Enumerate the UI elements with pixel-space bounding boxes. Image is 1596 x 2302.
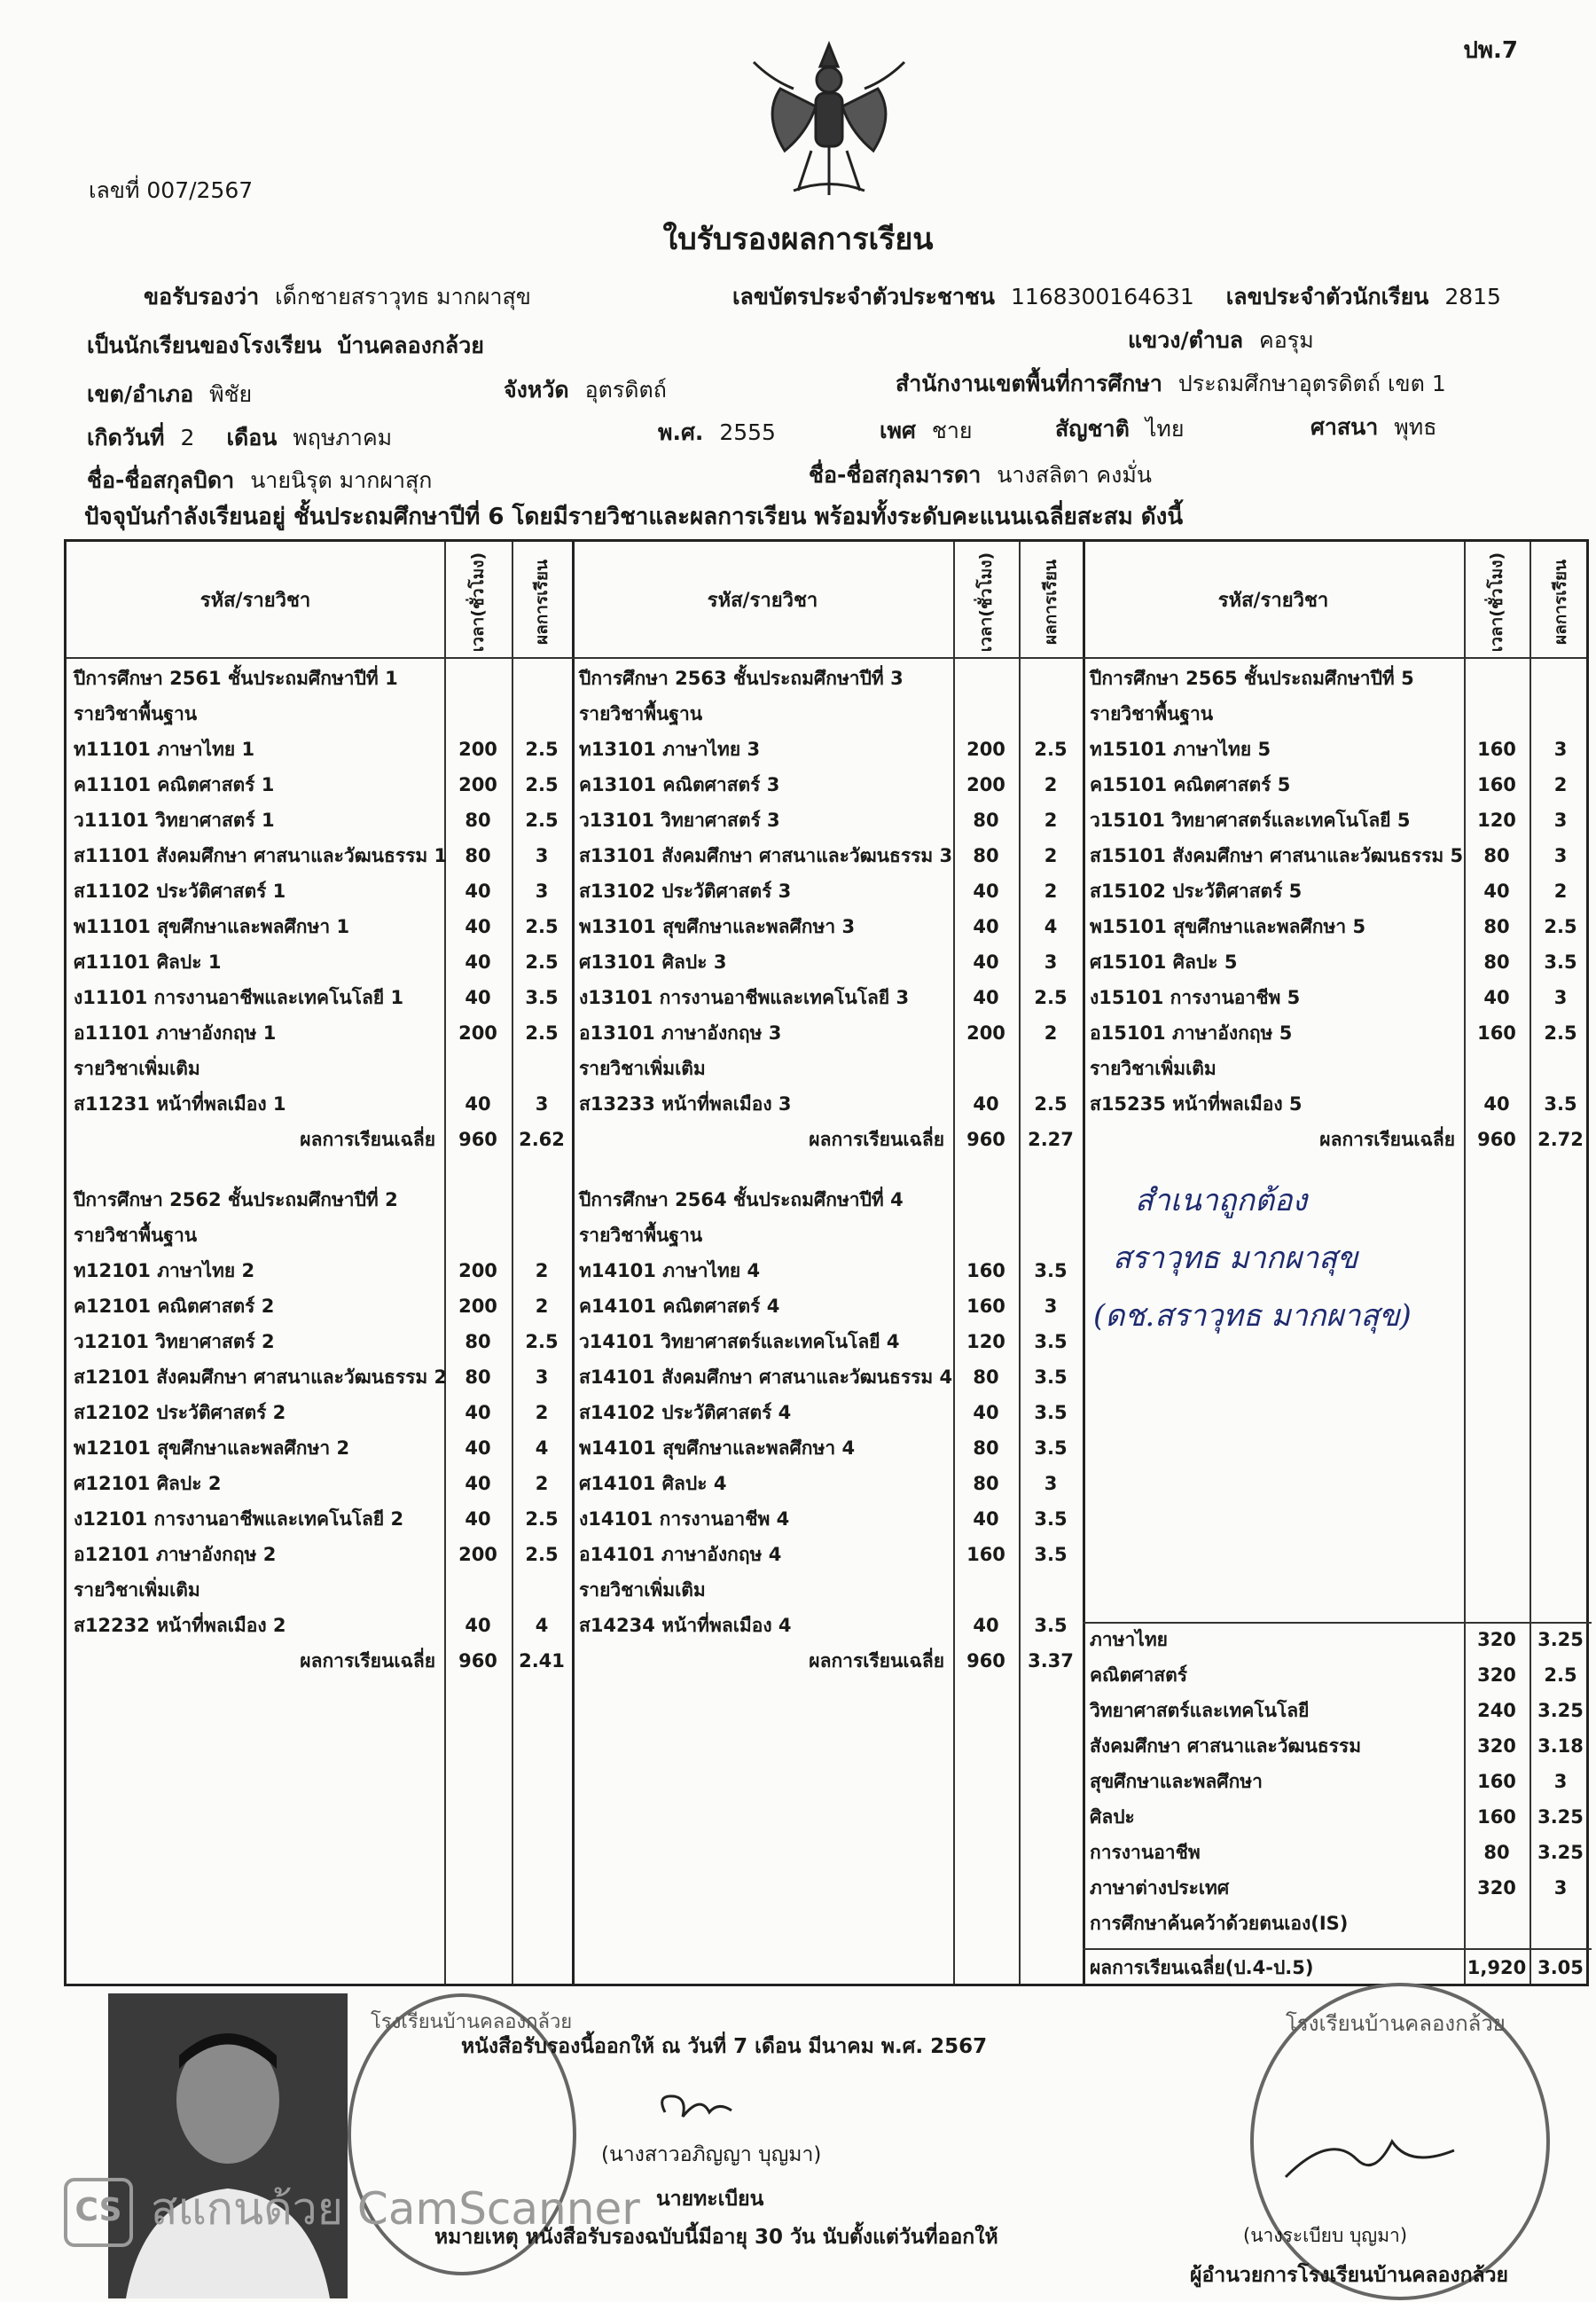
subject-name: พ15101 สุขศึกษาและพลศึกษา 5 — [1090, 916, 1366, 937]
summary-hours: 240 — [1477, 1700, 1516, 1721]
subject-hours: 160 — [966, 1544, 1005, 1565]
subject-hours: 200 — [458, 1296, 497, 1317]
year-title: ปีการศึกษา 2561 ชั้นประถมศึกษาปีที่ 1 — [74, 668, 398, 689]
director-name: (นางระเบียบ บุญมา) — [1243, 2225, 1408, 2246]
subject-hours: 80 — [1483, 951, 1510, 973]
subject-name: ค15101 คณิตศาสตร์ 5 — [1090, 774, 1291, 795]
subject-hours: 40 — [465, 1615, 491, 1636]
validity-note: หมายเหตุ หนังสือรับรองฉบับนี้มีอายุ 30 วัน นับตั้งแต่วันที่ออกให้ — [434, 2226, 998, 2249]
subject-grade: 2 — [1044, 1022, 1058, 1044]
summary-subject: ภาษาไทย — [1090, 1629, 1168, 1650]
office-value: ประถมศึกษาอุตรดิตถ์ เขต 1 — [1177, 371, 1446, 396]
subject-hours: 40 — [465, 987, 491, 1008]
subject-grade: 2.5 — [1034, 987, 1068, 1008]
summary-grade: 3.25 — [1537, 1806, 1584, 1828]
subject-grade: 3 — [1553, 810, 1568, 831]
info-school — [87, 328, 484, 364]
subject-grade: 2 — [1044, 845, 1058, 866]
birth-day-label: เกิดวันที่ — [87, 425, 165, 450]
subject-grade: 3 — [1044, 951, 1058, 973]
subject-grade: 3.5 — [1034, 1508, 1068, 1530]
subject-grade: 4 — [535, 1437, 549, 1459]
birth-day: 2 — [180, 425, 195, 450]
summary-hours: 320 — [1477, 1664, 1516, 1686]
average-hours: 960 — [458, 1129, 497, 1150]
subject-grade: 4 — [535, 1615, 549, 1636]
section-label-extra: รายวิชาเพิ่มเติม — [579, 1058, 706, 1079]
subject-hours: 40 — [465, 916, 491, 937]
info-father — [87, 463, 432, 498]
year-title: ปีการศึกษา 2562 ชั้นประถมศึกษาปีที่ 2 — [74, 1189, 398, 1210]
summary-subject: คณิตศาสตร์ — [1090, 1664, 1188, 1686]
id-label: เลขบัตรประจำตัวประชาชน — [732, 284, 995, 309]
subject-grade: 2.5 — [1034, 1093, 1068, 1115]
subject-hours: 80 — [973, 1366, 999, 1388]
info-birthday — [87, 420, 392, 456]
subject-grade: 3 — [535, 1093, 549, 1115]
subject-grade: 2.5 — [525, 739, 559, 760]
subject-hours: 40 — [465, 1093, 491, 1115]
average-label: ผลการเรียนเฉลี่ย — [300, 1650, 435, 1672]
subject-hours: 80 — [973, 810, 999, 831]
section-label-basic: รายวิชาพื้นฐาน — [74, 1225, 198, 1246]
subject-name: ส12232 หน้าที่พลเมือง 2 — [74, 1615, 286, 1636]
father-label: ชื่อ-ชื่อสกุลบิดา — [87, 467, 235, 493]
header-hours: เวลา(ชั่วโมง) — [1487, 552, 1507, 653]
document-number: เลขที่ 007/2567 — [89, 177, 254, 203]
subject-name: ง13101 การงานอาชีพและเทคโนโลยี 3 — [579, 987, 910, 1008]
subject-name: อ11101 ภาษาอังกฤษ 1 — [74, 1022, 277, 1044]
religion-label: ศาสนา — [1310, 414, 1379, 440]
student-name: เด็กชายสราวุทธ มากผาสุข — [275, 284, 531, 309]
subject-name: ค12101 คณิตศาสตร์ 2 — [74, 1296, 275, 1317]
summary-grade: 3.18 — [1537, 1735, 1584, 1757]
subject-hours: 40 — [465, 1508, 491, 1530]
subject-name: ท14101 ภาษาไทย 4 — [579, 1260, 761, 1281]
subject-hours: 120 — [1477, 810, 1516, 831]
subject-hours: 40 — [973, 1508, 999, 1530]
subject-grade: 2 — [1553, 881, 1568, 902]
handwritten-signature: สราวุทธ มากผาสุข — [1113, 1241, 1358, 1276]
summary-grade: 3.25 — [1537, 1842, 1584, 1863]
subject-grade: 3.5 — [1034, 1437, 1068, 1459]
info-office — [896, 366, 1446, 402]
subject-grade: 2 — [1044, 774, 1058, 795]
subject-hours: 160 — [966, 1296, 1005, 1317]
year-title: ปีการศึกษา 2564 ชั้นประถมศึกษาปีที่ 4 — [579, 1189, 904, 1210]
subject-hours: 80 — [465, 1366, 491, 1388]
subject-grade: 2.5 — [525, 1331, 559, 1352]
summary-hours: 320 — [1477, 1877, 1516, 1899]
summary-grade: 3 — [1553, 1877, 1568, 1899]
info-id — [732, 279, 1501, 315]
issue-statement: หนังสือรับรองนี้ออกให้ ณ วันที่ 7 เดือน มีนาคม พ.ศ. 2567 — [461, 2035, 988, 2058]
nationality-value: ไทย — [1145, 416, 1185, 442]
summary-hours: 160 — [1477, 1806, 1516, 1828]
subject-grade: 3 — [535, 845, 549, 866]
subject-name: ศ11101 ศิลปะ 1 — [74, 951, 222, 973]
subject-grade: 3.5 — [1034, 1366, 1068, 1388]
subject-grade: 3.5 — [1034, 1544, 1068, 1565]
summary-subject: ศิลปะ — [1090, 1806, 1135, 1828]
director-title: ผู้อำนวยการโรงเรียนบ้านคลองกล้วย — [1190, 2264, 1509, 2287]
subject-name: ง15101 การงานอาชีพ 5 — [1090, 987, 1301, 1008]
birth-year: 2555 — [719, 419, 776, 445]
stamp-text-right: โรงเรียนบ้านคลองกล้วย — [1286, 2011, 1506, 2036]
subject-grade: 3.5 — [525, 987, 559, 1008]
subject-hours: 40 — [1483, 987, 1510, 1008]
subject-name: อ12101 ภาษาอังกฤษ 2 — [74, 1544, 277, 1565]
subject-grade: 2.5 — [525, 951, 559, 973]
summary-subject: การศึกษาค้นคว้าด้วยตนเอง(IS) — [1090, 1913, 1349, 1934]
col-divider — [572, 542, 575, 1984]
subject-grade: 2 — [535, 1260, 549, 1281]
subject-hours: 160 — [966, 1260, 1005, 1281]
subject-grade: 2 — [1044, 810, 1058, 831]
summary-total-grade: 3.05 — [1537, 1957, 1584, 1978]
document-title: ใบรับรองผลการเรียน — [662, 222, 934, 257]
header-grade: ผลการเรียน — [1551, 560, 1571, 645]
average-hours: 960 — [966, 1129, 1005, 1150]
subject-hours: 200 — [458, 1022, 497, 1044]
subject-name: ค13101 คณิตศาสตร์ 3 — [579, 774, 780, 795]
summary-subject: ภาษาต่างประเทศ — [1090, 1877, 1230, 1899]
average-label: ผลการเรียนเฉลี่ย — [809, 1650, 944, 1672]
person-icon — [108, 1993, 348, 2298]
year-title: ปีการศึกษา 2565 ชั้นประถมศึกษาปีที่ 5 — [1090, 668, 1414, 689]
subject-hours: 40 — [465, 951, 491, 973]
subject-grade: 3 — [1553, 739, 1568, 760]
subject-name: อ13101 ภาษาอังกฤษ 3 — [579, 1022, 782, 1044]
mother-label: ชื่อ-ชื่อสกุลมารดา — [809, 462, 982, 488]
average-grade: 2.62 — [519, 1129, 565, 1150]
subject-name: ส13101 สังคมศึกษา ศาสนาและวัฒนธรรม 3 — [579, 845, 953, 866]
subject-name: ศ12101 ศิลปะ 2 — [74, 1473, 222, 1494]
subject-hours: 80 — [973, 1437, 999, 1459]
subject-hours: 80 — [1483, 845, 1510, 866]
subject-hours: 40 — [465, 1473, 491, 1494]
subject-name: ส15101 สังคมศึกษา ศาสนาและวัฒนธรรม 5 — [1090, 845, 1464, 866]
average-grade: 2.27 — [1028, 1129, 1074, 1150]
subject-grade: 2.5 — [525, 1544, 559, 1565]
handwritten-name: (ดช.สราวุทธ มากผาสุข) — [1093, 1298, 1412, 1334]
subject-hours: 200 — [458, 1544, 497, 1565]
subject-name: ท12101 ภาษาไทย 2 — [74, 1260, 255, 1281]
average-grade: 2.41 — [519, 1650, 565, 1672]
subject-hours: 200 — [458, 774, 497, 795]
subject-name: ส11231 หน้าที่พลเมือง 1 — [74, 1093, 286, 1115]
school-label: เป็นนักเรียนของโรงเรียน — [87, 333, 322, 358]
header-subject: รหัส/รายวิชา — [200, 589, 311, 612]
summary-hours: 160 — [1477, 1771, 1516, 1792]
subject-hours: 160 — [1477, 774, 1516, 795]
subject-name: ศ15101 ศิลปะ 5 — [1090, 951, 1238, 973]
section-label-basic: รายวิชาพื้นฐาน — [579, 1225, 703, 1246]
summary-subject: สุขศึกษาและพลศึกษา — [1090, 1771, 1263, 1792]
subject-grade: 3 — [1553, 987, 1568, 1008]
subject-name: ว14101 วิทยาศาสตร์และเทคโนโลยี 4 — [579, 1331, 900, 1352]
subject-hours: 200 — [458, 739, 497, 760]
subject-grade: 2.5 — [525, 774, 559, 795]
subject-name: ท11101 ภาษาไทย 1 — [74, 739, 255, 760]
subject-hours: 40 — [465, 1402, 491, 1423]
subject-grade: 4 — [1044, 916, 1058, 937]
header-divider — [66, 657, 1586, 659]
info-district — [87, 377, 252, 412]
info-nationality — [1055, 411, 1185, 447]
subject-hours: 200 — [966, 1022, 1005, 1044]
subject-name: ส14234 หน้าที่พลเมือง 4 — [579, 1615, 792, 1636]
subject-grade: 2 — [535, 1296, 549, 1317]
subject-hours: 200 — [966, 739, 1005, 760]
subject-name: ง11101 การงานอาชีพและเทคโนโลยี 1 — [74, 987, 404, 1008]
subject-hours: 80 — [465, 845, 491, 866]
subject-hours: 80 — [465, 1331, 491, 1352]
school-value: บ้านคลองกล้วย — [337, 333, 484, 358]
province-value: อุตรดิตถ์ — [584, 377, 667, 403]
summary-box — [1090, 1622, 1592, 1989]
section-label-basic: รายวิชาพื้นฐาน — [74, 703, 198, 724]
summary-grade: 3 — [1553, 1771, 1568, 1792]
birth-year-label: พ.ศ. — [658, 419, 704, 445]
religion-value: พุทธ — [1394, 414, 1437, 440]
average-grade: 2.72 — [1537, 1129, 1584, 1150]
watermark-text: สแกนด้วย CamScanner — [151, 2183, 640, 2235]
subject-grade: 3 — [1044, 1296, 1058, 1317]
camscanner-logo-icon: CS — [64, 2178, 133, 2247]
info-line-1 — [144, 279, 531, 315]
subject-grade: 2.5 — [525, 1508, 559, 1530]
id-value: 1168300164631 — [1010, 284, 1194, 309]
subject-name: อ14101 ภาษาอังกฤษ 4 — [579, 1544, 782, 1565]
subject-name: ส11101 สังคมศึกษา ศาสนาและวัฒนธรรม 1 — [74, 845, 448, 866]
subject-hours: 40 — [465, 1437, 491, 1459]
average-label: ผลการเรียนเฉลี่ย — [300, 1129, 435, 1150]
subject-hours: 40 — [465, 881, 491, 902]
subject-hours: 160 — [1477, 1022, 1516, 1044]
intro-text: ปัจจุบันกำลังเรียนอยู่ ชั้นประถมศึกษาปีที่ 6 โดยมีรายวิชาและผลการเรียน พร้อมทั้งระดับคะแนนเฉลี่ยสะสม ดังนี้ — [84, 504, 1184, 530]
handwritten-certified: สำเนาถูกต้อง — [1135, 1183, 1308, 1218]
subject-name: ส14102 ประวัติศาสตร์ 4 — [579, 1402, 792, 1423]
section-label-extra: รายวิชาเพิ่มเติม — [1090, 1058, 1217, 1079]
subject-name: ง14101 การงานอาชีพ 4 — [579, 1508, 790, 1530]
info-religion — [1310, 410, 1437, 445]
subject-hours: 40 — [973, 916, 999, 937]
subject-hours: 200 — [966, 774, 1005, 795]
subject-hours: 40 — [1483, 881, 1510, 902]
student-no-label: เลขประจำตัวนักเรียน — [1225, 284, 1429, 309]
subject-grade: 3 — [1553, 845, 1568, 866]
registrar-signature-icon — [647, 2086, 745, 2130]
certify-label: ขอรับรองว่า — [144, 284, 260, 309]
year-title: ปีการศึกษา 2563 ชั้นประถมศึกษาปีที่ 3 — [579, 668, 904, 689]
student-no-value: 2815 — [1444, 284, 1501, 309]
info-birthyear — [658, 415, 776, 450]
header-grade: ผลการเรียน — [532, 560, 552, 645]
subject-grade: 3.5 — [1544, 1093, 1577, 1115]
subject-name: ท15101 ภาษาไทย 5 — [1090, 739, 1271, 760]
director-signature-icon — [1277, 2124, 1472, 2195]
header-subject: รหัส/รายวิชา — [1217, 589, 1329, 612]
subject-name: ส14101 สังคมศึกษา ศาสนาและวัฒนธรรม 4 — [579, 1366, 953, 1388]
camscanner-watermark — [64, 2174, 640, 2247]
info-mother — [809, 458, 1152, 493]
header-subject: รหัส/รายวิชา — [707, 589, 818, 612]
subject-name: ส11102 ประวัติศาสตร์ 1 — [74, 881, 286, 902]
section-label-extra: รายวิชาเพิ่มเติม — [579, 1579, 706, 1601]
summary-grade: 2.5 — [1544, 1664, 1577, 1686]
subject-grade: 3.5 — [1544, 951, 1577, 973]
subject-grade: 3.5 — [1034, 1331, 1068, 1352]
subject-name: ส15235 หน้าที่พลเมือง 5 — [1090, 1093, 1303, 1115]
form-code: ปพ.7 — [1463, 37, 1518, 64]
subject-name: พ11101 สุขศึกษาและพลศึกษา 1 — [74, 916, 350, 937]
summary-grade: 3.25 — [1537, 1700, 1584, 1721]
subject-name: ส12102 ประวัติศาสตร์ 2 — [74, 1402, 286, 1423]
subject-grade: 2.5 — [1034, 739, 1068, 760]
subject-grade: 2 — [1044, 881, 1058, 902]
header-grade: ผลการเรียน — [1041, 560, 1061, 645]
section-label-extra: รายวิชาเพิ่มเติม — [74, 1058, 200, 1079]
student-photo — [108, 1993, 348, 2298]
summary-hours: 320 — [1477, 1735, 1516, 1757]
subject-name: ส15102 ประวัติศาสตร์ 5 — [1090, 881, 1303, 902]
subject-hours: 160 — [1477, 739, 1516, 760]
summary-subject: วิทยาศาสตร์และเทคโนโลยี — [1090, 1700, 1310, 1721]
subject-name: ส13102 ประวัติศาสตร์ 3 — [579, 881, 792, 902]
header-hours: เวลา(ชั่วโมง) — [468, 552, 489, 653]
info-sex — [880, 413, 973, 449]
subject-grade: 2.5 — [1544, 1022, 1577, 1044]
subject-name: พ14101 สุขศึกษาและพลศึกษา 4 — [579, 1437, 856, 1459]
subject-grade: 2.5 — [525, 1022, 559, 1044]
subject-name: ว11101 วิทยาศาสตร์ 1 — [74, 810, 275, 831]
average-label: ผลการเรียนเฉลี่ย — [809, 1129, 944, 1150]
subject-hours: 120 — [966, 1331, 1005, 1352]
subject-hours: 40 — [973, 1615, 999, 1636]
sex-value: ชาย — [931, 418, 973, 443]
subject-name: ท13101 ภาษาไทย 3 — [579, 739, 761, 760]
subject-grade: 3 — [535, 881, 549, 902]
summary-hours: 80 — [1483, 1842, 1510, 1863]
mother-value: นางสลิตา คงมั่น — [997, 462, 1152, 488]
birth-month: พฤษภาคม — [293, 425, 393, 450]
subject-grade: 2.5 — [525, 916, 559, 937]
info-subdistrict — [1128, 323, 1314, 358]
subject-grade: 2.5 — [525, 810, 559, 831]
subject-name: ศ13101 ศิลปะ 3 — [579, 951, 727, 973]
subject-grade: 3 — [1044, 1473, 1058, 1494]
subject-name: ว13101 วิทยาศาสตร์ 3 — [579, 810, 780, 831]
subject-name: พ12101 สุขศึกษาและพลศึกษา 2 — [74, 1437, 350, 1459]
province-label: จังหวัด — [504, 377, 569, 403]
subject-hours: 40 — [1483, 1093, 1510, 1115]
subject-hours: 40 — [973, 1093, 999, 1115]
section-label-extra: รายวิชาเพิ่มเติม — [74, 1579, 200, 1601]
subject-grade: 3 — [535, 1366, 549, 1388]
subject-name: ค14101 คณิตศาสตร์ 4 — [579, 1296, 780, 1317]
subject-grade: 3.5 — [1034, 1615, 1068, 1636]
subject-hours: 200 — [458, 1260, 497, 1281]
header-hours: เวลา(ชั่วโมง) — [976, 552, 997, 653]
subject-name: ส13233 หน้าที่พลเมือง 3 — [579, 1093, 792, 1115]
average-label: ผลการเรียนเฉลี่ย — [1319, 1129, 1455, 1150]
subject-name: ว12101 วิทยาศาสตร์ 2 — [74, 1331, 275, 1352]
subdistrict-label: แขวง/ตำบล — [1128, 327, 1244, 353]
summary-subject: สังคมศึกษา ศาสนาและวัฒนธรรม — [1090, 1735, 1362, 1757]
subject-name: ส12101 สังคมศึกษา ศาสนาและวัฒนธรรม 2 — [74, 1366, 448, 1388]
summary-total-hours: 1,920 — [1467, 1957, 1527, 1978]
subject-name: ค11101 คณิตศาสตร์ 1 — [74, 774, 275, 795]
grades-table — [64, 539, 1589, 1986]
subject-grade: 2.5 — [1544, 916, 1577, 937]
birth-month-label: เดือน — [226, 425, 278, 450]
subject-grade: 2 — [1553, 774, 1568, 795]
sex-label: เพศ — [880, 418, 916, 443]
summary-subject: การงานอาชีพ — [1090, 1842, 1201, 1863]
summary-total-label: ผลการเรียนเฉลี่ย(ป.4-ป.5) — [1090, 1957, 1314, 1978]
office-label: สำนักงานเขตพื้นที่การศึกษา — [896, 371, 1162, 396]
summary-divider — [1083, 1948, 1592, 1950]
average-hours: 960 — [458, 1650, 497, 1672]
garuda-emblem-icon — [745, 27, 913, 204]
father-value: นายนิรุต มากผาสุก — [250, 467, 433, 493]
summary-grade: 3.25 — [1537, 1629, 1584, 1650]
subject-hours: 40 — [973, 951, 999, 973]
summary-hours: 320 — [1477, 1629, 1516, 1650]
subject-hours: 40 — [973, 881, 999, 902]
registrar-name: (นางสาวอภิญญา บุญมา) — [601, 2143, 822, 2166]
subject-name: ง12101 การงานอาชีพและเทคโนโลยี 2 — [74, 1508, 404, 1530]
average-hours: 960 — [1477, 1129, 1516, 1150]
subject-name: ศ14101 ศิลปะ 4 — [579, 1473, 727, 1494]
registrar-title: นายทะเบียน — [656, 2188, 764, 2211]
subject-grade: 2 — [535, 1473, 549, 1494]
subject-name: พ13101 สุขศึกษาและพลศึกษา 3 — [579, 916, 856, 937]
nationality-label: สัญชาติ — [1055, 416, 1130, 442]
subject-grade: 2 — [535, 1402, 549, 1423]
subject-name: อ15101 ภาษาอังกฤษ 5 — [1090, 1022, 1293, 1044]
subject-hours: 40 — [973, 987, 999, 1008]
info-province — [504, 372, 667, 408]
district-label: เขต/อำเภอ — [87, 381, 194, 407]
section-label-basic: รายวิชาพื้นฐาน — [1090, 703, 1214, 724]
subdistrict-value: คอรุม — [1259, 327, 1314, 353]
district-value: พิชัย — [209, 381, 253, 407]
average-grade: 3.37 — [1028, 1650, 1074, 1672]
average-hours: 960 — [966, 1650, 1005, 1672]
col-divider — [1083, 542, 1085, 1984]
section-label-basic: รายวิชาพื้นฐาน — [579, 703, 703, 724]
subject-hours: 80 — [973, 845, 999, 866]
subject-hours: 80 — [1483, 916, 1510, 937]
subject-name: ว15101 วิทยาศาสตร์และเทคโนโลยี 5 — [1090, 810, 1411, 831]
stamp-text-left: โรงเรียนบ้านคลองกล้วย — [371, 2011, 573, 2033]
subject-grade: 3.5 — [1034, 1402, 1068, 1423]
subject-grade: 3.5 — [1034, 1260, 1068, 1281]
subject-hours: 40 — [973, 1402, 999, 1423]
subject-hours: 80 — [973, 1473, 999, 1494]
subject-hours: 80 — [465, 810, 491, 831]
